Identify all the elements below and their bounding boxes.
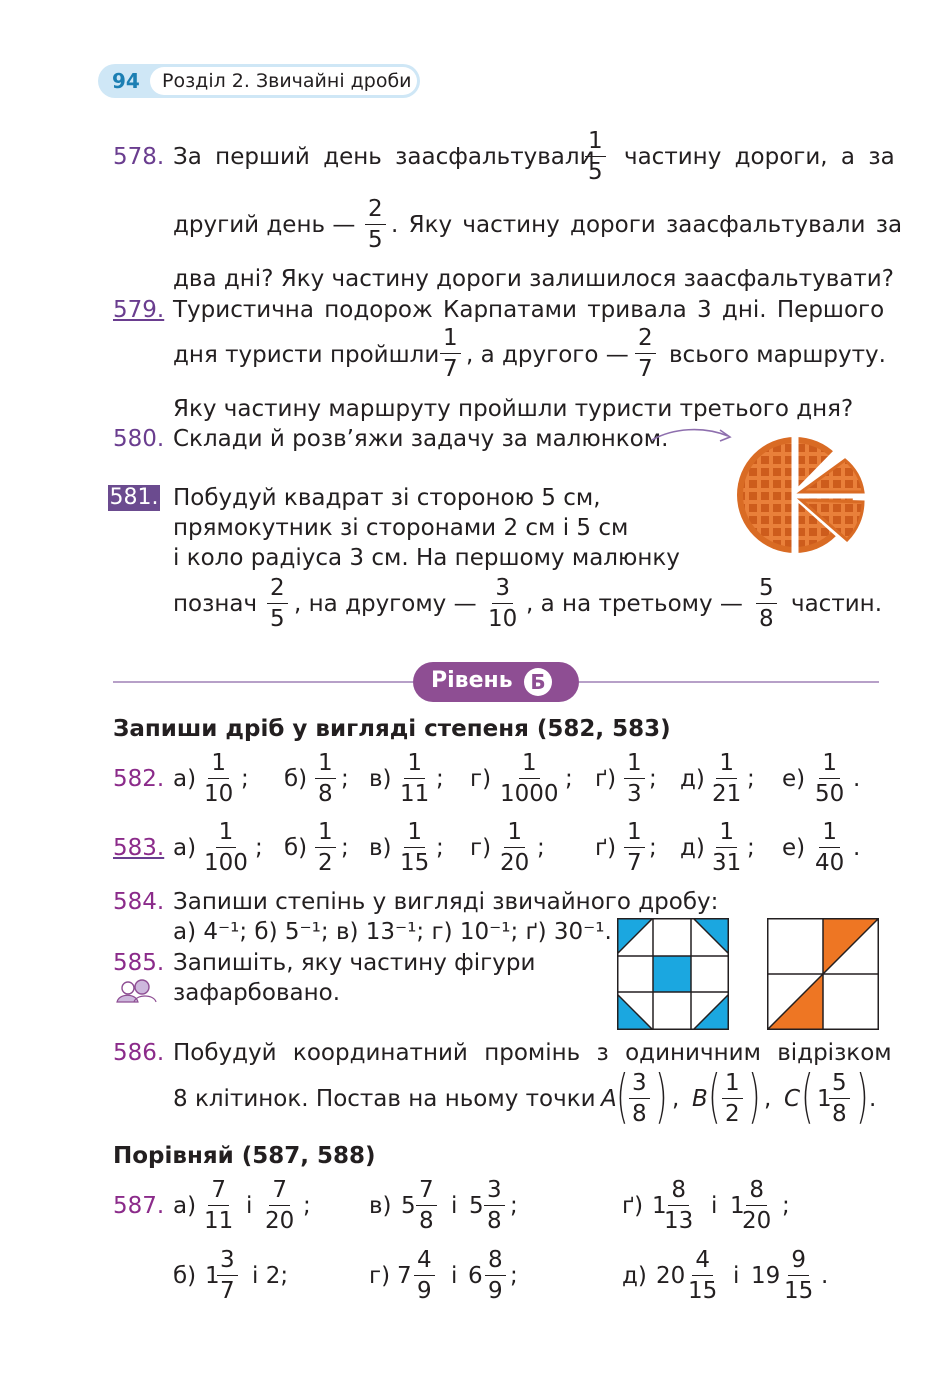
section-heading: Запиши дріб у вигляді степеня (582, 583) <box>113 716 671 742</box>
problem-text: За перший день заасфальтували <box>173 144 595 170</box>
conjunction: і <box>711 1193 718 1219</box>
item-label: е) <box>782 835 806 861</box>
whole-part: 1 <box>817 1086 832 1112</box>
problem-text: , на другому — <box>294 591 477 617</box>
conjunction: і <box>246 1193 253 1219</box>
group-work-icon <box>114 978 158 1004</box>
whole-part: 7 <box>397 1263 412 1289</box>
item-label: б) <box>284 835 308 861</box>
paren-left: ( <box>801 1062 814 1130</box>
paren-right: ) <box>655 1062 668 1130</box>
divider <box>579 681 879 683</box>
punct: ; <box>649 835 657 861</box>
item-label: в) <box>369 766 392 792</box>
paren-right: ) <box>856 1062 869 1130</box>
problem-number: 584. <box>113 889 165 915</box>
punct: ; <box>747 766 755 792</box>
fraction: $\frac{3}{8}$ <box>484 1179 505 1233</box>
punct: ; <box>436 766 444 792</box>
problem-number: 583. <box>113 835 165 861</box>
item-label: ґ) <box>622 1193 644 1219</box>
fraction: $\frac{1}{5}$ <box>585 130 606 184</box>
punct: ; <box>747 835 755 861</box>
level-badge: Рівень Б <box>413 662 579 702</box>
figure-orange-grid <box>767 918 879 1030</box>
problem-number: 578. <box>113 144 165 170</box>
problem-text: зафарбовано. <box>173 980 341 1006</box>
whole-part: 19 <box>751 1263 781 1289</box>
level-letter: Б <box>524 668 552 696</box>
item-label: в) <box>369 1193 392 1219</box>
problem-text: частину дороги, а за <box>624 144 895 170</box>
item-label: г) <box>470 766 492 792</box>
problem-text: дня туристи пройшли <box>173 342 440 368</box>
page-number: 94 <box>112 69 140 93</box>
chapter-title: Розділ 2. Звичайні дроби <box>150 67 417 95</box>
section-heading: Порівняй (587, 588) <box>113 1143 376 1169</box>
fraction: $\frac{1}{40}$ <box>815 819 845 876</box>
fraction: $\frac{1}{7}$ <box>624 821 645 875</box>
problem-number: 582. <box>113 766 165 792</box>
conjunction: і <box>733 1263 740 1289</box>
fraction: $\frac{8}{20}$ <box>742 1177 772 1234</box>
fraction: $\frac{1}{15}$ <box>400 819 430 876</box>
punct: ; <box>341 835 349 861</box>
fraction: $\frac{1}{8}$ <box>315 752 336 806</box>
whole-part: 6 <box>468 1263 483 1289</box>
problem-text: частин. <box>791 591 883 617</box>
punct: ; <box>565 766 573 792</box>
punct: ; <box>537 835 545 861</box>
fraction: $\frac{2}{5}$ <box>267 577 288 631</box>
fraction: $\frac{2}{7}$ <box>635 327 656 381</box>
punct: , <box>764 1086 772 1112</box>
problem-text: другий день — <box>173 212 356 238</box>
problem-text: Туристична подорож Карпатами тривала 3 дні. Першого <box>173 297 885 323</box>
paren-left: ( <box>616 1062 629 1130</box>
punct: ; <box>510 1193 518 1219</box>
punct: ; <box>436 835 444 861</box>
item-label: в) <box>369 835 392 861</box>
punct: ; <box>782 1193 790 1219</box>
problem-text: Запиши степінь у вигляді звичайного дробу: <box>173 889 719 915</box>
problem-number: 586. <box>113 1040 165 1066</box>
divider <box>113 681 413 683</box>
fraction: $\frac{4}{15}$ <box>688 1247 718 1304</box>
whole-part: 1 <box>205 1263 220 1289</box>
fraction: $\frac{1}{3}$ <box>624 752 645 806</box>
fraction: $\frac{1}{2}$ <box>722 1072 743 1126</box>
problem-number-badge: 581. <box>109 485 159 510</box>
item-label: д) <box>622 1263 647 1289</box>
item-label: е) <box>782 766 806 792</box>
point-label: C <box>784 1086 801 1112</box>
fraction: $\frac{3}{8}$ <box>629 1072 650 1126</box>
problem-text: Побудуй квадрат зі стороною 5 см, <box>173 485 601 511</box>
whole-part: 5 <box>469 1193 484 1219</box>
punct: ; <box>303 1193 311 1219</box>
arrow-icon <box>648 422 738 452</box>
fraction: $\frac{8}{13}$ <box>664 1177 694 1234</box>
fraction: $\frac{1}{1000}$ <box>500 750 559 807</box>
whole-part: 1 <box>652 1193 667 1219</box>
fraction: $\frac{9}{15}$ <box>784 1247 814 1304</box>
fraction: $\frac{1}{11}$ <box>400 750 430 807</box>
fraction: $\frac{7}{8}$ <box>416 1179 437 1233</box>
paren-left: ( <box>708 1062 721 1130</box>
conjunction: і <box>451 1193 458 1219</box>
problem-text: . Яку частину дороги заасфальтували за <box>391 212 903 238</box>
whole-part: 20 <box>656 1263 686 1289</box>
paren-right: ) <box>748 1062 761 1130</box>
fraction: $\frac{7}{11}$ <box>204 1177 234 1234</box>
problem-number: 587. <box>113 1193 165 1219</box>
problem-text: і коло радіуса 3 см. На першому малюнку <box>173 545 680 571</box>
problem-text: прямокутник зі сторонами 2 см і 5 см <box>173 515 629 541</box>
problem-text: всього маршруту. <box>669 342 886 368</box>
fraction: $\frac{1}{50}$ <box>815 750 845 807</box>
fraction: $\frac{1}{20}$ <box>500 819 530 876</box>
point-label: A <box>601 1086 617 1112</box>
fraction: $\frac{3}{7}$ <box>217 1249 238 1303</box>
problem-number: 579. <box>113 297 165 323</box>
fraction: $\frac{1}{31}$ <box>712 819 742 876</box>
fraction: $\frac{1}{7}$ <box>440 327 461 381</box>
figure-blue-grid <box>617 918 729 1030</box>
punct: ; <box>255 835 263 861</box>
whole-part: 1 <box>730 1193 745 1219</box>
waffle-image <box>735 430 870 560</box>
item-label: д) <box>680 766 705 792</box>
page-header <box>98 64 420 98</box>
punct: . <box>853 766 861 792</box>
problem-text: , а на третьому — <box>526 591 743 617</box>
problem-text: 8 клітинок. Постав на ньому точки <box>173 1086 596 1112</box>
item-label: г) <box>470 835 492 861</box>
item-label: б) <box>173 1263 197 1289</box>
problem-text: познач <box>173 591 258 617</box>
fraction: $\frac{1}{2}$ <box>315 821 336 875</box>
item-label: д) <box>680 835 705 861</box>
point-label: B <box>692 1086 708 1112</box>
fraction: $\frac{8}{9}$ <box>485 1249 506 1303</box>
problem-number: 585. <box>113 950 165 976</box>
fraction: $\frac{1}{21}$ <box>712 750 742 807</box>
problem-text: а) 4⁻¹; б) 5⁻¹; в) 13⁻¹; г) 10⁻¹; ґ) 30⁻¹. <box>173 919 612 945</box>
fraction: $\frac{5}{8}$ <box>756 577 777 631</box>
fraction: $\frac{1}{100}$ <box>204 819 248 876</box>
problem-text: , а другого — <box>466 342 629 368</box>
item-label: ґ) <box>595 835 617 861</box>
item-label: ґ) <box>595 766 617 792</box>
item-label: б) <box>284 766 308 792</box>
problem-text: два дні? Яку частину дороги залишилося заасфальтувати? <box>173 266 894 292</box>
fraction: $\frac{2}{5}$ <box>365 198 386 252</box>
punct: ; <box>510 1263 518 1289</box>
whole-part: 5 <box>401 1193 416 1219</box>
item-label: а) <box>173 1193 197 1219</box>
problem-text: Побудуй координатний промінь з одиничним відрізком <box>173 1040 892 1066</box>
punct: . <box>853 835 861 861</box>
item-label: г) <box>369 1263 391 1289</box>
fraction: $\frac{5}{8}$ <box>829 1072 850 1126</box>
item-label: а) <box>173 766 197 792</box>
fraction: $\frac{4}{9}$ <box>414 1249 435 1303</box>
item-label: а) <box>173 835 197 861</box>
punct: ; <box>341 766 349 792</box>
fraction: $\frac{7}{20}$ <box>265 1177 295 1234</box>
punct: . <box>821 1263 829 1289</box>
punct: , <box>672 1086 680 1112</box>
problem-text: Запишіть, яку частину фігури <box>173 950 536 976</box>
conjunction: і <box>451 1263 458 1289</box>
punct: ; <box>241 766 249 792</box>
fraction: $\frac{3}{10}$ <box>488 575 518 632</box>
problem-text: Яку частину маршруту пройшли туристи третього дня? <box>173 396 854 422</box>
punct: ; <box>649 766 657 792</box>
problem-number: 580. <box>113 426 165 452</box>
punct: . <box>869 1086 877 1112</box>
problem-text: і 2; <box>252 1263 289 1289</box>
fraction: $\frac{1}{10}$ <box>204 750 234 807</box>
problem-text: Склади й розв’яжи задачу за малюнком. <box>173 426 669 452</box>
